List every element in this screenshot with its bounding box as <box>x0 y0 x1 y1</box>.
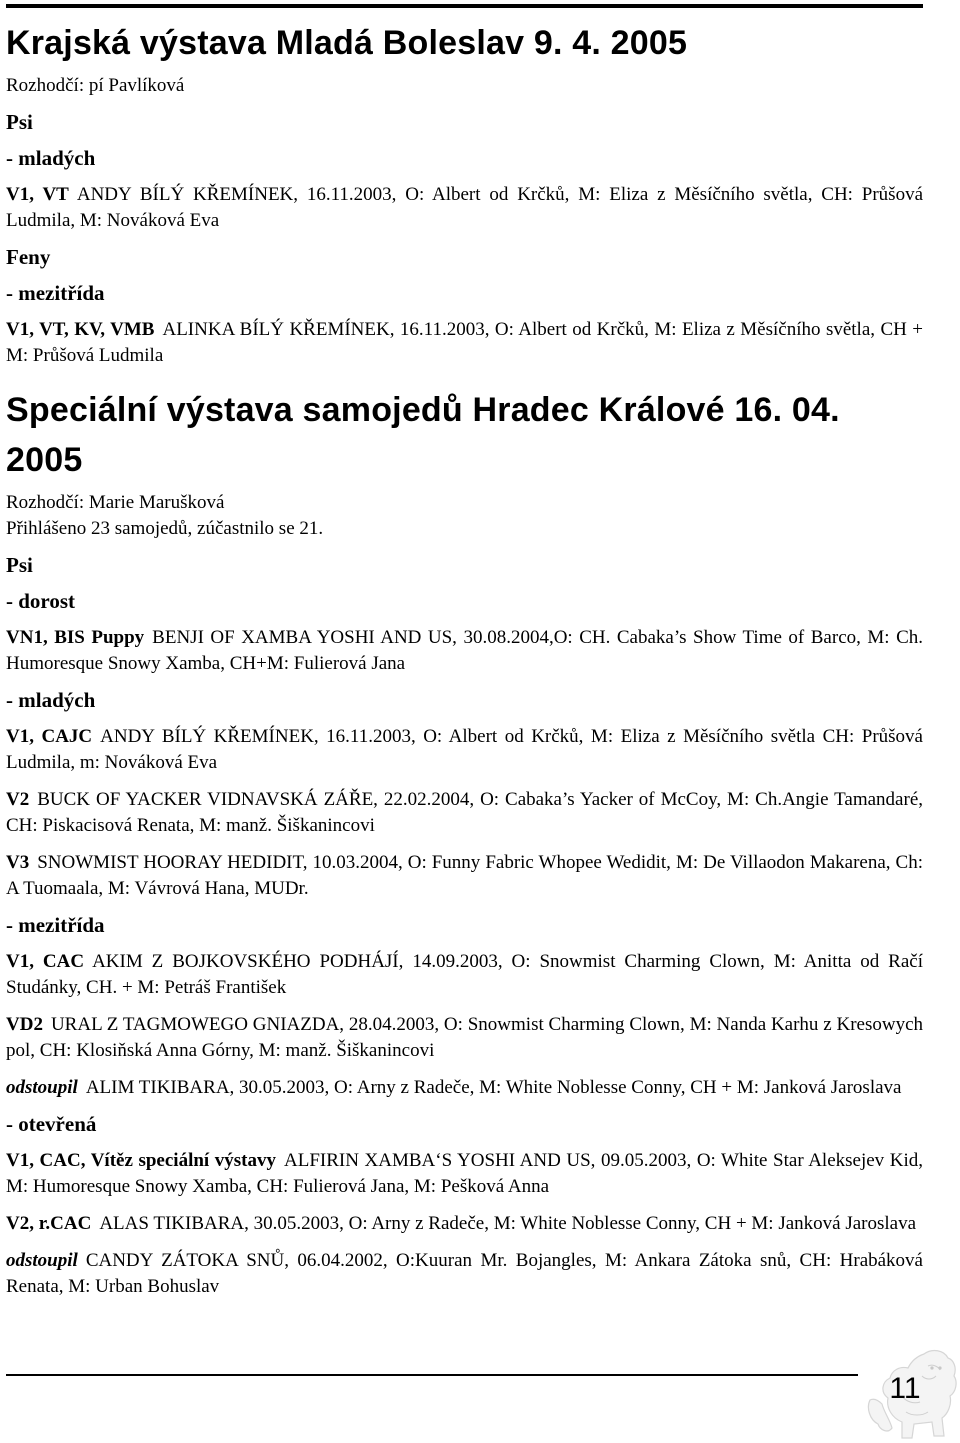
entry-text: CANDY ZÁTOKA SNŮ, 06.04.2002, O:Kuuran Mr. Bojangles, M: Ankara Zátoka snů, CH: Hrabáková Renata, M: Urban Bohuslav <box>6 1250 923 1297</box>
show2-mladych-entry-3 <box>6 850 923 902</box>
entry-code: V2, r.CAC <box>6 1213 92 1234</box>
entry-code: V1, VT <box>6 184 69 205</box>
entry-code: odstoupil <box>6 1077 78 1098</box>
show2-class-mladych: - mladých <box>6 688 96 712</box>
entry-text: ALINKA BÍLÝ KŘEMÍNEK, 16.11.2003, O: Albert od Krčků, M: Eliza z Měsíčního světla, CH + M: Průšová Ludmila <box>6 319 923 366</box>
show2-mezitrida-entry-2 <box>6 1012 923 1064</box>
entry-text: ANDY BÍLÝ KŘEMÍNEK, 16.11.2003, O: Albert od Krčků, M: Eliza z Měsíčního světla, CH: Průšová Ludmila, M: Nováková Eva <box>6 184 923 231</box>
entry-code: odstoupil <box>6 1250 78 1271</box>
show2-mladych-entry-1 <box>6 724 923 776</box>
show2-registered: Přihlášeno 23 samojedů, zúčastnilo se 21. <box>6 518 324 539</box>
entry-text: ALAS TIKIBARA, 30.05.2003, O: Arny z Radeče, M: White Noblesse Conny, CH + M: Janková Jaroslava <box>99 1213 917 1234</box>
entry-text: ALIM TIKIBARA, 30.05.2003, O: Arny z Radeče, M: White Noblesse Conny, CH + M: Janková Jaroslava <box>85 1077 902 1098</box>
show2-mezitrida-entry-1 <box>6 949 923 1001</box>
show2-mladych-entry-2 <box>6 787 923 839</box>
show2-title: Speciální výstava samojedů Hradec Králové 16. 04. 2005 <box>6 391 840 479</box>
entry-code: V1, CAC <box>6 951 85 972</box>
entry-text: BENJI OF XAMBA YOSHI AND US, 30.08.2004,O: CH. Cabaka’s Show Time of Barco, M: Ch. Humoresque Snowy Xamba, CH+M: Fulierová Jana <box>6 627 923 674</box>
show2-class-dorost: - dorost <box>6 589 76 613</box>
show2-otevrena-entry-2 <box>6 1211 923 1237</box>
entry-code: V3 <box>6 852 30 873</box>
entry-text: ANDY BÍLÝ KŘEMÍNEK, 16.11.2003, O: Albert od Krčků, M: Eliza z Měsíčního světla CH: Průšová Ludmila, m: Nováková Eva <box>6 726 923 773</box>
entry-text: BUCK OF YACKER VIDNAVSKÁ ZÁŘE, 22.02.2004, O: Cabaka’s Yacker of McCoy, M: Ch.Angie Tamandaré, CH: Piskacisová Renata, M: manž. Šiškanincovi <box>6 789 923 836</box>
entry-code: V1, VT, KV, VMB <box>6 319 155 340</box>
top-rule <box>6 4 923 8</box>
entry-code: V2 <box>6 789 30 810</box>
show1-class-mezitrida: - mezitřída <box>6 281 105 305</box>
show1-class-mladych: - mladých <box>6 146 96 170</box>
show2-class-otevrena: - otevřená <box>6 1112 97 1136</box>
show2-judge: Rozhodčí: Marie Marušková <box>6 492 225 513</box>
bottom-rule <box>6 1374 858 1376</box>
show2-otevrena-entry-3 <box>6 1248 923 1300</box>
entry-code: V1, CAC, Vítěz speciální výstavy <box>6 1150 277 1171</box>
show1-entry-1 <box>6 182 923 234</box>
page-number: 11 <box>889 1372 921 1405</box>
entry-text: SNOWMIST HOORAY HEDIDIT, 10.03.2004, O: Funny Fabric Whopee Wedidit, M: De Villaodon Makarena, Ch: A Tuomaala, M: Vávrová Hana, MUDr. <box>6 852 923 899</box>
entry-code: VN1, BIS Puppy <box>6 627 145 648</box>
show2-mezitrida-entry-3 <box>6 1075 923 1101</box>
show2-otevrena-entry-1 <box>6 1148 923 1200</box>
show2-section-psi: Psi <box>6 553 33 577</box>
entry-text: AKIM Z BOJKOVSKÉHO PODHÁJÍ, 14.09.2003, O: Snowmist Charming Clown, M: Anitta od Račí Studánky, CH. + M: Petráš František <box>6 951 923 998</box>
entry-text: ALFIRIN XAMBA‘S YOSHI AND US, 09.05.2003, O: White Star Aleksejev Kid, M: Humoresque Snowy Xamba, CH: Fulierová Jana, M: Pešková Anna <box>6 1150 924 1197</box>
entry-code: VD2 <box>6 1014 43 1035</box>
show2-dorost-entry <box>6 625 923 677</box>
show1-section-feny: Feny <box>6 245 51 269</box>
show1-judge: Rozhodčí: pí Pavlíková <box>6 75 185 96</box>
entry-code: V1, CAJC <box>6 726 93 747</box>
page-content <box>6 18 923 1300</box>
show1-section-psi: Psi <box>6 110 33 134</box>
show2-class-mezitrida: - mezitřída <box>6 913 105 937</box>
show1-entry-2 <box>6 317 923 369</box>
entry-text: URAL Z TAGMOWEGO GNIAZDA, 28.04.2003, O: Snowmist Charming Clown, M: Nanda Karhu z Kresowych pol, CH: Klosiňská Anna Górny, M: manž. Šiškanincovi <box>6 1014 923 1061</box>
show1-title: Krajská výstava Mladá Boleslav 9. 4. 2005 <box>6 24 688 62</box>
